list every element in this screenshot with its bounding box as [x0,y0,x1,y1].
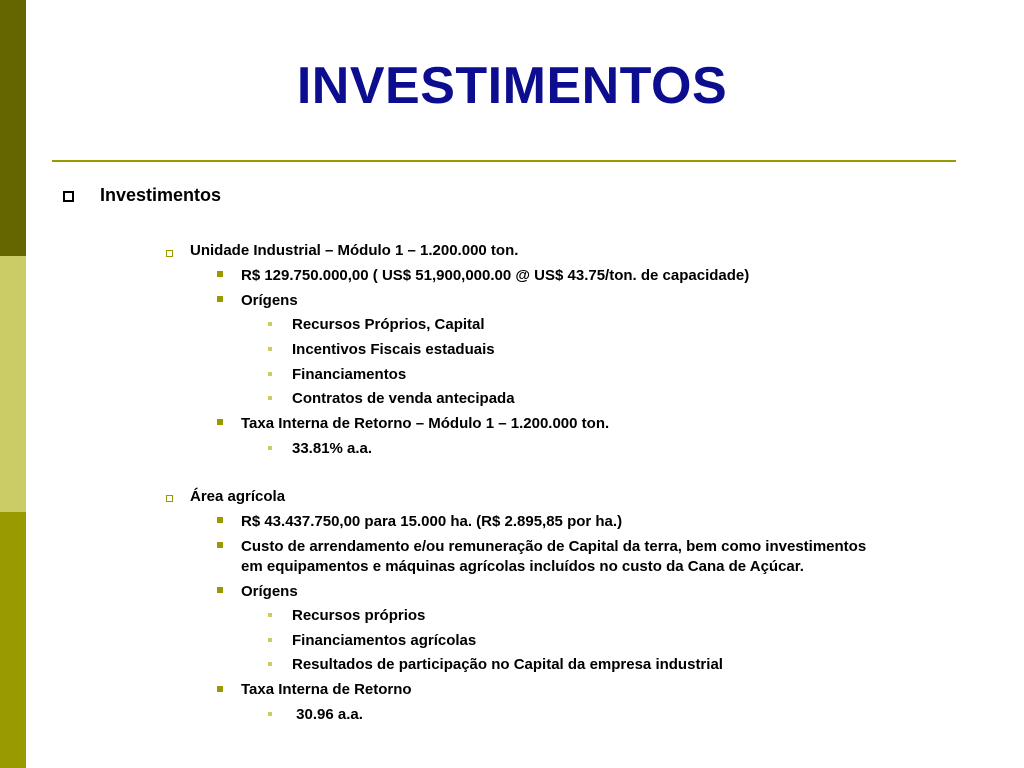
small-square-bullet-icon [268,638,272,642]
small-square-bullet-icon [268,613,272,617]
bullet-industrial-irr-value: 33.81% a.a. [292,440,373,457]
slide-title: INVESTIMENTOS [296,57,728,115]
list-item: Recursos próprios [292,607,426,624]
small-square-bullet-icon [268,396,272,400]
filled-square-bullet-icon [217,517,223,523]
filled-square-bullet-icon [217,686,223,692]
bullet-industrial-irr: Taxa Interna de Retorno – Módulo 1 – 1.200.000 ton. [241,415,610,432]
filled-square-bullet-icon [217,271,223,277]
list-item: Financiamentos [292,366,407,383]
small-square-bullet-icon [268,322,272,326]
small-square-bullet-icon [268,662,272,666]
list-item: Financiamentos agrícolas [292,632,477,649]
bullet-agricola-lease-cont: em equipamentos e máquinas agrícolas incluídos no custo da Cana de Açúcar. [241,558,804,575]
hollow-square-bullet-icon [166,250,173,257]
list-item: Contratos de venda antecipada [292,390,515,407]
bullet-agricola-lease: Custo de arrendamento e/ou remuneração de Capital da terra, bem como investimentos [241,538,867,555]
bullet-investimentos: Investimentos [100,185,222,205]
hollow-square-bullet-icon [166,495,173,502]
small-square-bullet-icon [268,347,272,351]
hollow-square-bullet-icon [63,191,74,202]
small-square-bullet-icon [268,372,272,376]
bullet-agricola-irr: Taxa Interna de Retorno [241,681,412,698]
filled-square-bullet-icon [217,587,223,593]
bullet-industrial-cost: R$ 129.750.000,00 ( US$ 51,900,000.00 @ US$ 43.75/ton. de capacidade) [241,267,750,284]
bullet-area-agricola: Área agrícola [190,488,286,505]
filled-square-bullet-icon [217,296,223,302]
bullet-agricola-irr-value: 30.96 a.a. [292,706,363,723]
small-square-bullet-icon [268,712,272,716]
bullet-unidade-industrial: Unidade Industrial – Módulo 1 – 1.200.000 ton. [190,242,519,259]
list-item: Incentivos Fiscais estaduais [292,341,495,358]
filled-square-bullet-icon [217,542,223,548]
filled-square-bullet-icon [217,419,223,425]
bullet-industrial-origins: Orígens [241,292,298,309]
list-item: Recursos Próprios, Capital [292,316,485,333]
bullet-agricola-cost: R$ 43.437.750,00 para 15.000 ha. (R$ 2.895,85 por ha.) [241,513,623,530]
small-square-bullet-icon [268,446,272,450]
bullet-agricola-origins: Orígens [241,583,298,600]
list-item: Resultados de participação no Capital da empresa industrial [292,656,723,673]
